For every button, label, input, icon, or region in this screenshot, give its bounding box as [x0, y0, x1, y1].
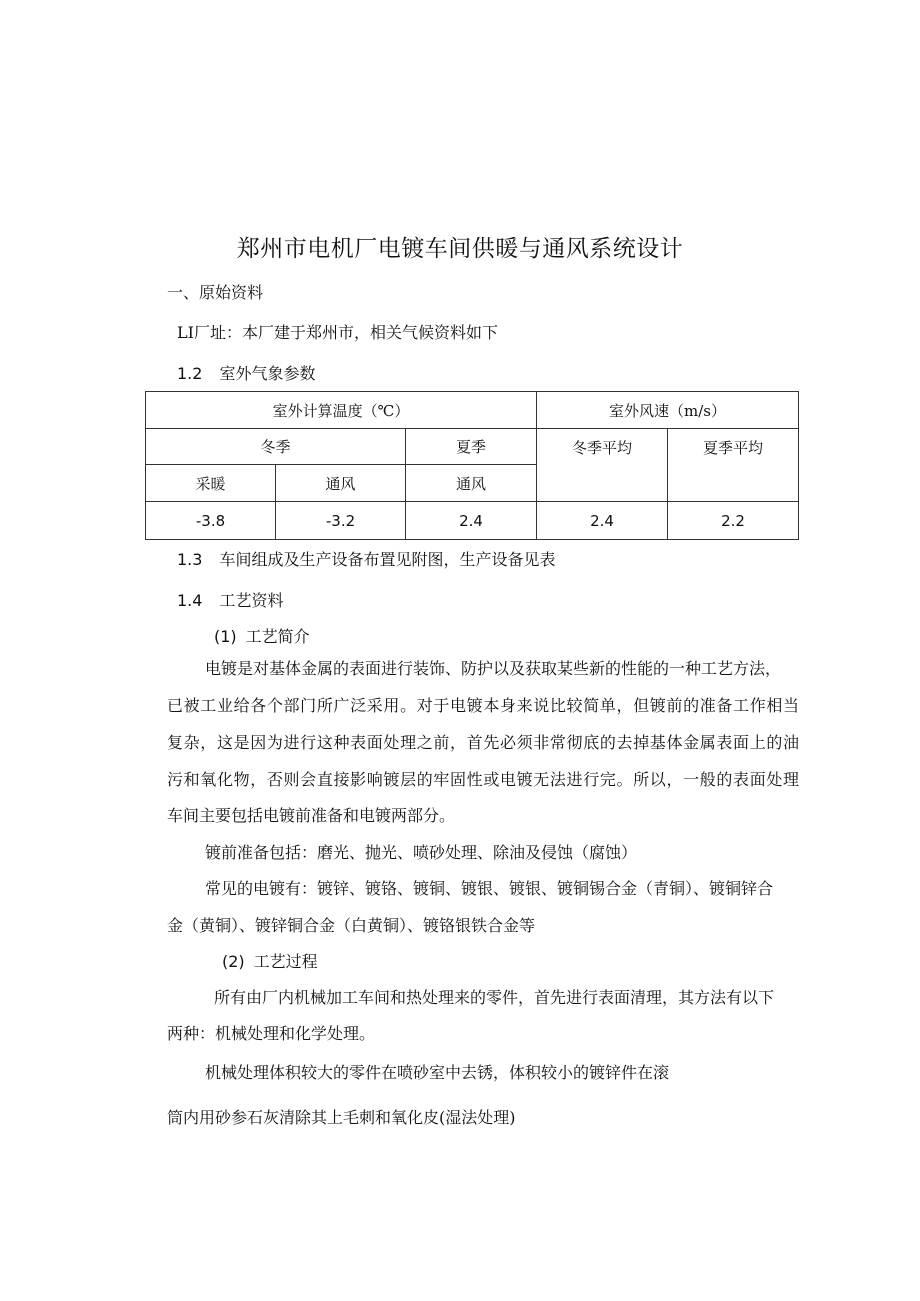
paragraph-mechanical-treatment: 机械处理体积较大的零件在喷砂室中去锈，体积较小的镀锌件在滚: [205, 1063, 670, 1082]
weather-parameters-table: [145, 391, 799, 540]
item-1-3-heading: [177, 550, 555, 570]
value-winter-average-wind: 2.4: [537, 502, 668, 540]
item-1-4-number: 1.4: [177, 591, 203, 610]
value-summer-average-wind: 2.2: [668, 502, 799, 540]
item-1-4-text: 工艺资料: [219, 591, 284, 610]
section-heading-original-data: 一、原始资料: [167, 283, 264, 302]
paragraph-1-line-5: 车间主要包括电镀前准备和电镀两部分。: [167, 806, 456, 825]
subheading-process-flow: [222, 952, 318, 972]
document-title: 郑州市电机厂电镀车间供暖与通风系统设计: [236, 236, 684, 262]
paragraph-plating-types-line-1: 常见的电镀有：镀锌、镀铬、镀铜、镀银、镀银、镀铜锡合金（青铜）、镀铜锌合: [205, 879, 774, 898]
paragraph-1-line-4: 污和氧化物，否则会直接影响镀层的牢固性或电镀无法进行完。所以，一般的表面处理: [167, 770, 799, 789]
paragraph-1-line-2: 已被工业给各个部门所广泛采用。对于电镀本身来说比较简单，但镀前的准备工作相当: [167, 696, 799, 715]
header-ventilation-winter: 通风: [276, 465, 406, 502]
subheading-2-text: 工艺过程: [253, 952, 318, 971]
header-summer: 夏季: [406, 429, 537, 465]
paragraph-plating-types-line-2: 金（黄铜）、镀锌铜合金（白黄铜）、镀铬银铁合金等: [167, 916, 536, 935]
paragraph-4-line-1: 所有由厂内机械加工车间和热处理来的零件，首先进行表面清理，其方法有以下: [214, 988, 775, 1007]
header-winter: 冬季: [146, 429, 406, 465]
value-ventilation-winter: -3.2: [276, 502, 406, 540]
header-heating: 采暖: [146, 465, 276, 502]
subheading-process-intro: [214, 627, 310, 647]
paragraph-drum-treatment: 筒内用砂参石灰清除其上毛刺和氧化皮(湿法处理): [167, 1108, 516, 1127]
header-summer-average: 夏季平均: [668, 429, 799, 502]
subheading-1-text: 工艺简介: [245, 627, 310, 646]
paragraph-4-line-2: 两种：机械处理和化学处理。: [167, 1024, 376, 1043]
header-ventilation-summer: 通风: [406, 465, 537, 502]
paragraph-1-line-3: 复杂，这是因为进行这种表面处理之前，首先必须非常彻底的去掉基体金属表面上的油: [167, 733, 799, 752]
header-outdoor-wind-speed: 室外风速（m/s）: [537, 392, 799, 429]
item-1-2-heading: [177, 364, 315, 384]
paragraph-1-line-1: 电镀是对基体金属的表面进行装饰、防护以及获取某些新的性能的一种工艺方法，: [205, 659, 782, 678]
subheading-1-number: (1): [214, 627, 237, 646]
item-1-1-factory-site: LI厂址：本厂建于郑州市，相关气候资料如下: [177, 323, 498, 342]
item-1-2-text: 室外气象参数: [219, 364, 316, 383]
item-1-2-number: 1.2: [177, 364, 203, 383]
value-heating: -3.8: [146, 502, 276, 540]
header-outdoor-temperature: 室外计算温度（℃）: [146, 392, 537, 429]
paragraph-pre-plating-prep: 镀前准备包括：磨光、抛光、喷砂处理、除油及侵蚀（腐蚀）: [205, 843, 638, 862]
item-1-3-number: 1.3: [177, 550, 203, 569]
item-1-4-heading: [177, 591, 283, 611]
value-ventilation-summer: 2.4: [406, 502, 537, 540]
item-1-3-text: 车间组成及生产设备布置见附图，生产设备见表: [219, 550, 556, 569]
subheading-2-number: (2): [222, 952, 245, 971]
header-winter-average: 冬季平均: [537, 429, 668, 502]
